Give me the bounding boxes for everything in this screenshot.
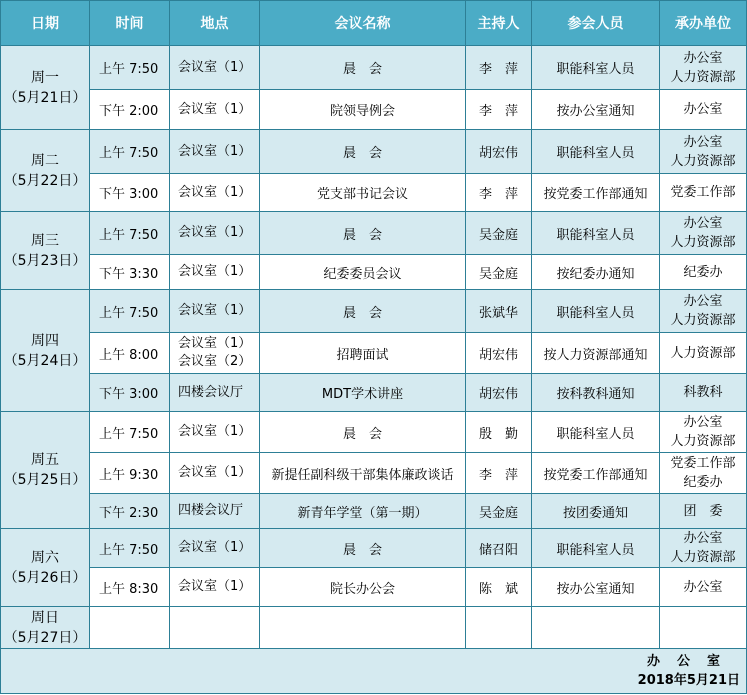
location-line: 会议室（1） xyxy=(178,540,252,555)
day-cell xyxy=(1,130,90,212)
day-cell xyxy=(1,46,90,130)
table-row xyxy=(1,412,747,453)
organizer-cell xyxy=(660,568,747,607)
table-row xyxy=(1,255,747,290)
organizer-line: 办公室 xyxy=(683,134,723,150)
host-cell: 李 萍 xyxy=(466,174,532,212)
day-cell xyxy=(1,607,90,649)
schedule-body xyxy=(1,46,747,649)
location-cell xyxy=(170,130,260,174)
meeting-name-cell: 晨 会 xyxy=(260,130,466,174)
table-row xyxy=(1,130,747,174)
day-date: （5月27日） xyxy=(3,629,87,646)
attendees-cell: 按团委通知 xyxy=(532,494,660,529)
day-cell xyxy=(1,529,90,607)
attendees-cell: 按纪委办通知 xyxy=(532,255,660,290)
day-weekday: 周一 xyxy=(31,69,59,86)
time-cell xyxy=(90,607,170,649)
time-cell: 下午 3:00 xyxy=(90,174,170,212)
header-location: 地点 xyxy=(170,1,260,46)
meeting-name-cell: MDT学术讲座 xyxy=(260,374,466,412)
meeting-name-cell: 纪委委员会议 xyxy=(260,255,466,290)
organizer-line: 人力资源部 xyxy=(670,550,736,565)
host-cell: 张斌华 xyxy=(466,290,532,333)
location-cell xyxy=(170,607,260,649)
meeting-name-cell: 新青年学堂（第一期） xyxy=(260,494,466,529)
day-date: （5月25日） xyxy=(3,472,87,488)
attendees-cell: 按党委工作部通知 xyxy=(532,453,660,494)
organizer-cell xyxy=(660,46,747,90)
organizer-cell xyxy=(660,412,747,453)
table-row xyxy=(1,212,747,255)
time-cell: 下午 2:00 xyxy=(90,90,170,130)
organizer-line: 党委工作部 xyxy=(670,185,736,200)
header-time: 时间 xyxy=(90,1,170,46)
day-cell xyxy=(1,412,90,529)
location-line: 会议室（1） xyxy=(178,143,252,159)
organizer-cell xyxy=(660,494,747,529)
location-line: 会议室（2） xyxy=(178,354,252,369)
location-line: 会议室（1） xyxy=(178,225,252,240)
host-cell: 殷 勤 xyxy=(466,412,532,453)
table-row xyxy=(1,46,747,90)
organizer-cell xyxy=(660,607,747,649)
day-cell xyxy=(1,290,90,412)
host-cell: 李 萍 xyxy=(466,90,532,130)
host-cell: 胡宏伟 xyxy=(466,130,532,174)
footer-cell xyxy=(1,649,747,694)
location-line: 会议室（1） xyxy=(178,465,252,480)
table-row xyxy=(1,453,747,494)
attendees-cell: 职能科室人员 xyxy=(532,212,660,255)
time-cell: 上午 7:50 xyxy=(90,290,170,333)
location-line: 会议室（1） xyxy=(178,101,252,117)
time-cell: 上午 7:50 xyxy=(90,529,170,568)
organizer-line: 科教科 xyxy=(683,385,723,400)
table-row xyxy=(1,290,747,333)
organizer-cell xyxy=(660,374,747,412)
host-cell: 胡宏伟 xyxy=(466,333,532,374)
location-line: 会议室（1） xyxy=(178,184,252,200)
day-date: （5月21日） xyxy=(3,89,87,106)
location-line: 四楼会议厅 xyxy=(178,503,244,518)
organizer-line: 人力资源部 xyxy=(670,313,736,328)
table-row xyxy=(1,90,747,130)
meeting-name-cell xyxy=(260,607,466,649)
day-date: （5月23日） xyxy=(3,252,87,269)
host-cell: 吴金庭 xyxy=(466,494,532,529)
organizer-cell xyxy=(660,333,747,374)
location-cell xyxy=(170,494,260,529)
organizer-line: 纪委办 xyxy=(683,264,723,280)
meeting-name-cell: 晨 会 xyxy=(260,290,466,333)
attendees-cell: 按办公室通知 xyxy=(532,90,660,130)
organizer-line: 办公室 xyxy=(683,579,723,595)
attendees-cell: 按科教科通知 xyxy=(532,374,660,412)
header-row xyxy=(1,1,747,46)
organizer-line: 人力资源部 xyxy=(670,235,736,250)
location-line: 会议室（1） xyxy=(178,59,252,75)
meeting-name-cell: 晨 会 xyxy=(260,412,466,453)
attendees-cell: 职能科室人员 xyxy=(532,290,660,333)
day-weekday: 周五 xyxy=(31,452,59,468)
table-row xyxy=(1,529,747,568)
attendees-cell xyxy=(532,607,660,649)
header-organizer: 承办单位 xyxy=(660,1,747,46)
location-cell xyxy=(170,46,260,90)
table-row xyxy=(1,174,747,212)
organizer-line: 人力资源部 xyxy=(670,434,736,449)
organizer-line: 办公室 xyxy=(683,415,723,430)
time-cell: 上午 8:30 xyxy=(90,568,170,607)
organizer-line: 办公室 xyxy=(683,102,723,117)
time-cell: 上午 7:50 xyxy=(90,130,170,174)
organizer-cell xyxy=(660,212,747,255)
attendees-cell: 按人力资源部通知 xyxy=(532,333,660,374)
day-cell xyxy=(1,212,90,290)
organizer-line: 党委工作部 xyxy=(670,456,736,471)
day-date: （5月26日） xyxy=(3,569,87,586)
location-line: 四楼会议厅 xyxy=(178,384,244,400)
host-cell: 吴金庭 xyxy=(466,212,532,255)
day-weekday: 周日 xyxy=(31,609,59,626)
attendees-cell: 职能科室人员 xyxy=(532,529,660,568)
meeting-name-cell: 晨 会 xyxy=(260,46,466,90)
organizer-cell xyxy=(660,255,747,290)
organizer-line: 纪委办 xyxy=(683,475,723,490)
organizer-cell xyxy=(660,529,747,568)
meeting-name-cell: 院领导例会 xyxy=(260,90,466,130)
host-cell: 李 萍 xyxy=(466,453,532,494)
time-cell: 上午 7:50 xyxy=(90,212,170,255)
location-cell xyxy=(170,255,260,290)
host-cell: 李 萍 xyxy=(466,46,532,90)
day-date: （5月24日） xyxy=(3,352,87,369)
header-attendees: 参会人员 xyxy=(532,1,660,46)
meeting-name-cell: 晨 会 xyxy=(260,212,466,255)
table-row xyxy=(1,494,747,529)
organizer-cell xyxy=(660,290,747,333)
footer-date: 2018年5月21日 xyxy=(637,673,740,688)
location-cell xyxy=(170,290,260,333)
host-cell: 储召阳 xyxy=(466,529,532,568)
time-cell: 下午 3:30 xyxy=(90,255,170,290)
attendees-cell: 职能科室人员 xyxy=(532,412,660,453)
day-weekday: 周六 xyxy=(31,549,59,566)
organizer-line: 办公室 xyxy=(683,531,723,546)
header-meeting-name: 会议名称 xyxy=(260,1,466,46)
attendees-cell: 职能科室人员 xyxy=(532,46,660,90)
header-date: 日期 xyxy=(1,1,90,46)
organizer-cell xyxy=(660,90,747,130)
attendees-cell: 按党委工作部通知 xyxy=(532,174,660,212)
location-cell xyxy=(170,174,260,212)
time-cell: 上午 8:00 xyxy=(90,333,170,374)
day-date: （5月22日） xyxy=(3,172,87,189)
location-line: 会议室（1） xyxy=(178,303,252,318)
table-row xyxy=(1,568,747,607)
time-cell: 下午 3:00 xyxy=(90,374,170,412)
organizer-line: 人力资源部 xyxy=(670,153,736,169)
host-cell: 胡宏伟 xyxy=(466,374,532,412)
organizer-line: 人力资源部 xyxy=(670,345,736,361)
time-cell: 上午 9:30 xyxy=(90,453,170,494)
location-cell xyxy=(170,212,260,255)
attendees-cell: 按办公室通知 xyxy=(532,568,660,607)
location-cell xyxy=(170,529,260,568)
organizer-line: 团 委 xyxy=(683,503,723,519)
location-cell xyxy=(170,453,260,494)
host-cell: 陈 斌 xyxy=(466,568,532,607)
meeting-name-cell: 招聘面试 xyxy=(260,333,466,374)
table-row xyxy=(1,607,747,649)
location-cell xyxy=(170,374,260,412)
meeting-name-cell: 新提任副科级干部集体廉政谈话 xyxy=(260,453,466,494)
location-line: 会议室（1） xyxy=(178,424,252,439)
organizer-cell xyxy=(660,130,747,174)
organizer-line: 办公室 xyxy=(683,216,723,231)
organizer-line: 办公室 xyxy=(683,294,723,309)
footer-row xyxy=(1,649,747,694)
day-weekday: 周二 xyxy=(31,152,59,169)
day-weekday: 周四 xyxy=(31,332,59,349)
meeting-name-cell: 晨 会 xyxy=(260,529,466,568)
day-weekday: 周三 xyxy=(31,232,59,249)
table-row xyxy=(1,374,747,412)
location-cell xyxy=(170,90,260,130)
table-row xyxy=(1,333,747,374)
meeting-name-cell: 党支部书记会议 xyxy=(260,174,466,212)
location-cell xyxy=(170,568,260,607)
location-cell xyxy=(170,333,260,374)
host-cell xyxy=(466,607,532,649)
header-host: 主持人 xyxy=(466,1,532,46)
footer-org: 办 公 室 xyxy=(646,654,722,669)
time-cell: 下午 2:30 xyxy=(90,494,170,529)
organizer-line: 办公室 xyxy=(683,50,723,66)
host-cell: 吴金庭 xyxy=(466,255,532,290)
location-line: 会议室（1） xyxy=(178,336,252,351)
location-cell xyxy=(170,412,260,453)
attendees-cell: 职能科室人员 xyxy=(532,130,660,174)
time-cell: 上午 7:50 xyxy=(90,46,170,90)
organizer-line: 人力资源部 xyxy=(670,69,736,85)
meeting-name-cell: 院长办公会 xyxy=(260,568,466,607)
location-line: 会议室（1） xyxy=(178,579,252,594)
location-line: 会议室（1） xyxy=(178,264,252,279)
organizer-cell xyxy=(660,174,747,212)
organizer-cell xyxy=(660,453,747,494)
time-cell: 上午 7:50 xyxy=(90,412,170,453)
